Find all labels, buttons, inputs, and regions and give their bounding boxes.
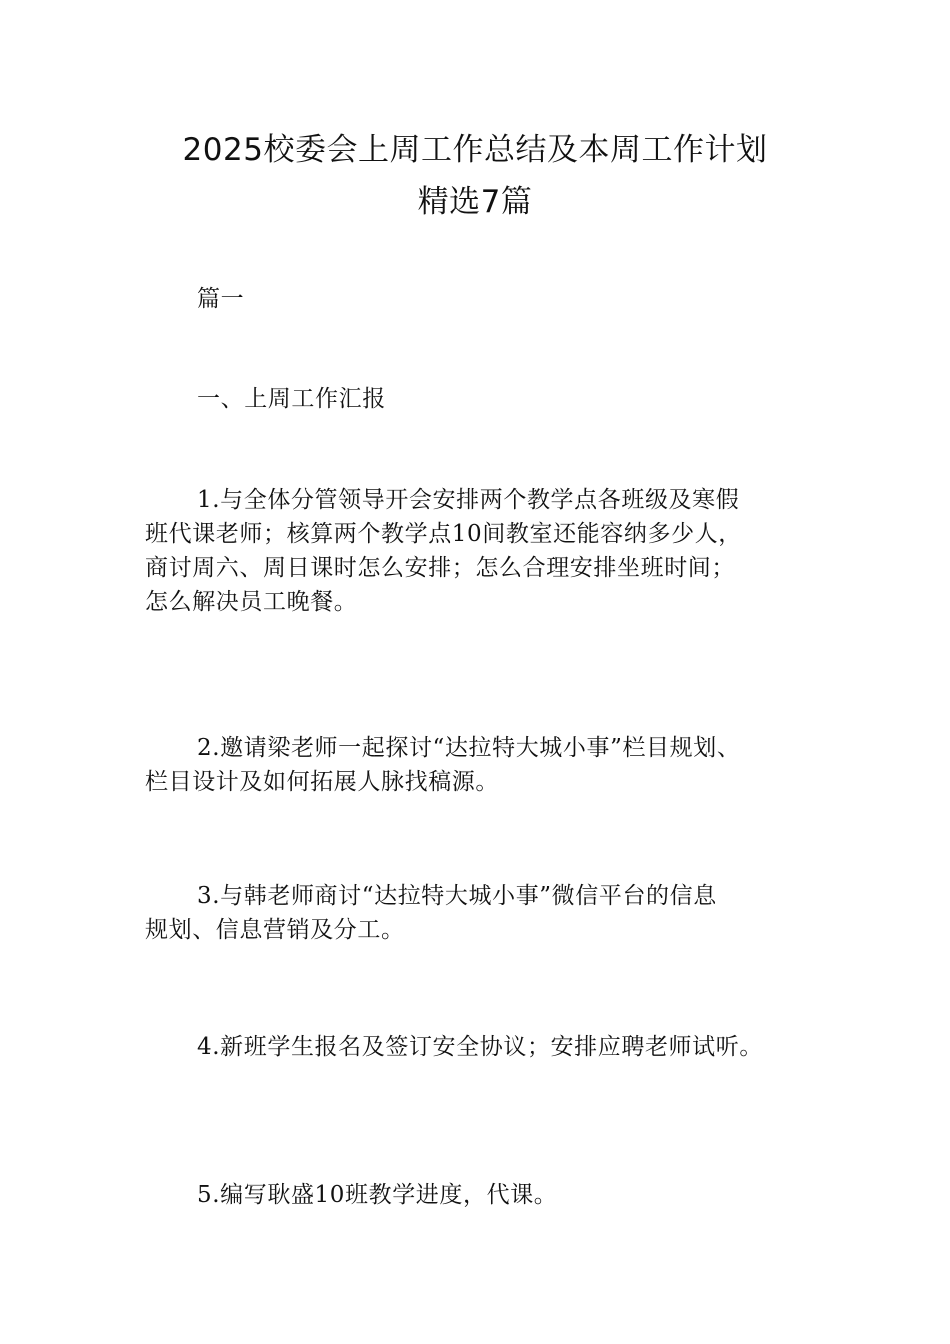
section-label: 篇一: [197, 286, 245, 312]
list-item: 5.编写耿盛10班教学进度，代课。: [197, 1182, 558, 1208]
list-item: 3.与韩老师商讨“达拉特大城小事”微信平台的信息 规划、信息营销及分工。: [145, 883, 717, 943]
document-title: 2025校委会上周工作总结及本周工作计划: [182, 132, 768, 168]
list-item: 4.新班学生报名及签订安全协议；安排应聘老师试听。: [197, 1034, 763, 1060]
document-subtitle: 精选7篇: [417, 184, 533, 220]
list-item: 2.邀请梁老师一起探讨“达拉特大城小事”栏目规划、 栏目设计及如何拓展人脉找稿源。: [145, 735, 741, 795]
section-heading: 一、上周工作汇报: [197, 386, 386, 412]
list-item: 1.与全体分管领导开会安排两个教学点各班级及寒假 班代课老师；核算两个教学点10间教室还能容纳多少人， 商讨周六、周日课时怎么安排；怎么合理安排坐班时间； 怎么解决员工晚餐。: [145, 487, 742, 615]
